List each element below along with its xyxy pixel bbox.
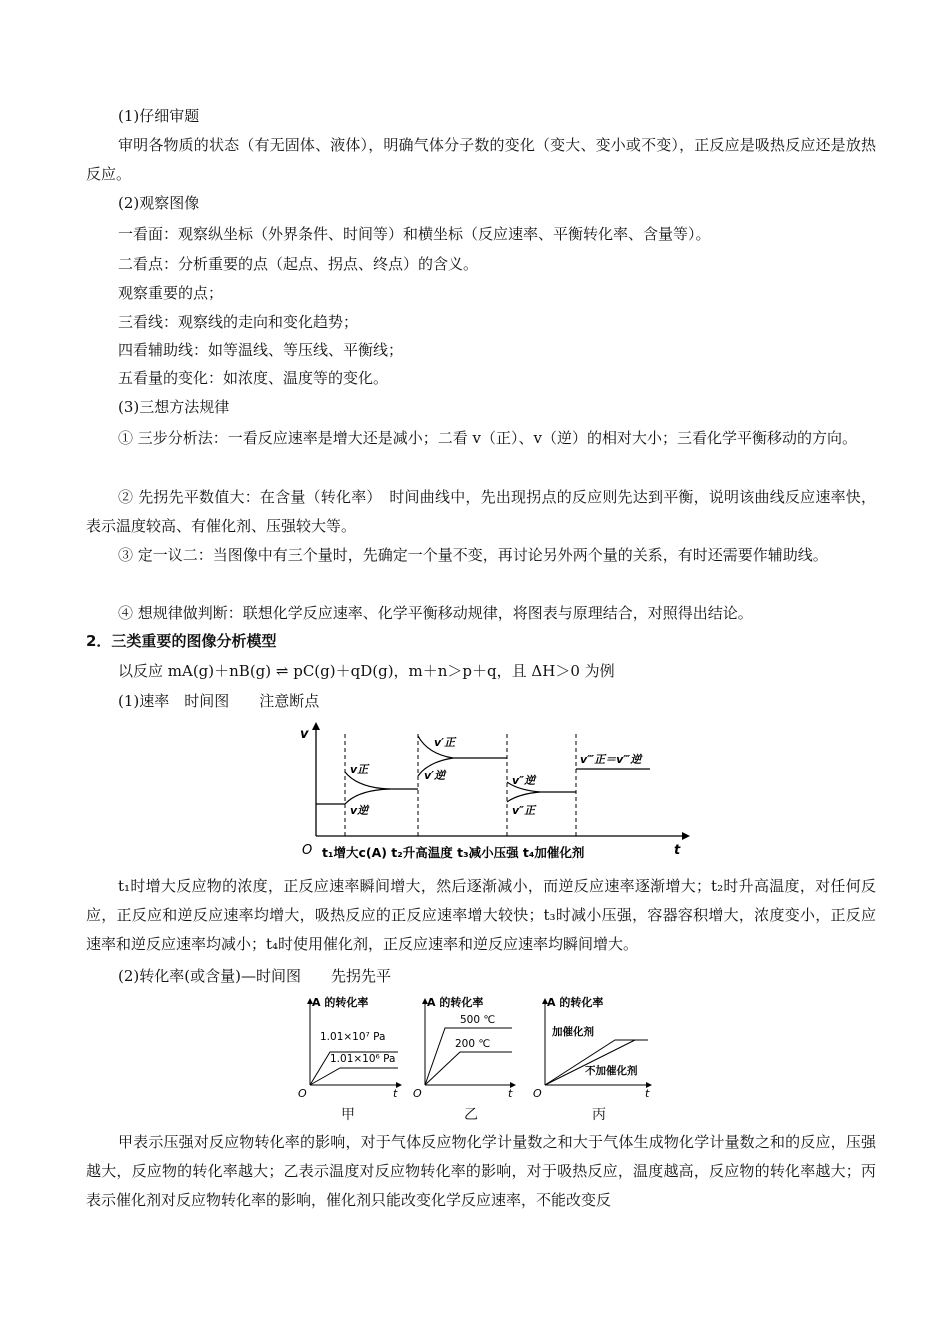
paragraph-method-2: ② 先拐先平数值大：在含量（转化率） 时间曲线中，先出现拐点的反应则先达到平衡，说明该曲线反应速率快，表示温度较高、有催化剂、压强较大等。 bbox=[86, 488, 876, 535]
time-point-labels: t₁增大c(A) t₂升高温度 t₃减小压强 t₄加催化剂 bbox=[322, 845, 585, 860]
jia-low-label: 1.01×10⁶ Pa bbox=[330, 1053, 396, 1065]
jia-low-pressure-line bbox=[310, 1068, 398, 1085]
section-heading-models: 2．三类重要的图像分析模型 bbox=[86, 632, 277, 650]
rate-time-figure bbox=[290, 718, 690, 868]
v-reverse-label: v逆 bbox=[350, 804, 369, 817]
heading-three-methods: (3)三想方法规律 bbox=[118, 398, 230, 416]
caption-jia: 甲 bbox=[341, 1107, 355, 1123]
bing-no-catalyst-label: 不加催化剂 bbox=[585, 1065, 638, 1077]
heading-rate-time: (1)速率 时间图 注意断点 bbox=[118, 692, 320, 710]
v-forward-curve-3 bbox=[507, 792, 540, 802]
paragraph-states: 审明各物质的状态（有无固体、液体），明确气体分子数的变化（变大、变小或不变），正反应是吸热反应还是放热反应。 bbox=[86, 136, 876, 183]
y-axis-arrow bbox=[312, 722, 320, 730]
y-axis-label: v bbox=[300, 727, 309, 742]
origin-label: O bbox=[302, 843, 313, 858]
jia-origin: O bbox=[298, 1087, 307, 1100]
jia-y-label: A 的转化率 bbox=[312, 996, 369, 1009]
line-see-points: 二看点：分析重要的点（起点、拐点、终点）的含义。 bbox=[118, 255, 479, 273]
heading-conversion-time: (2)转化率(或含量)—时间图 先拐先平 bbox=[118, 967, 391, 985]
line-quantity-change: 五看量的变化：如浓度、温度等的变化。 bbox=[118, 369, 389, 387]
heading-careful-reading: (1)仔细审题 bbox=[118, 107, 200, 125]
heading-observe-graph: (2)观察图像 bbox=[118, 194, 200, 212]
bing-catalyst-line bbox=[545, 1040, 648, 1085]
paragraph-method-4: ④ 想规律做判断：联想化学反应速率、化学平衡移动规律，将图表与原理结合，对照得出结论。 bbox=[118, 604, 753, 622]
paragraph-method-3: ③ 定一议二：当图像中有三个量时，先确定一个量不变，再讨论另外两个量的关系，有时还需要作辅助线。 bbox=[118, 546, 828, 564]
v3-equal-label: v‴正＝v‴逆 bbox=[580, 753, 642, 766]
bing-t-label: t bbox=[645, 1087, 650, 1100]
line-reaction-example: 以反应 mA(g)＋nB(g) ⇌ pC(g)＋qD(g)，m＋n＞p＋q，且 ΔH＞0 为例 bbox=[118, 662, 615, 680]
yi-500c-line bbox=[425, 1028, 512, 1085]
paragraph-method-1: ① 三步分析法：一看反应速率是增大还是减小；二看 v（正）、v（逆）的相对大小；三看化学平衡移动的方向。 bbox=[118, 429, 857, 447]
yi-200c-label: 200 ℃ bbox=[455, 1038, 491, 1050]
line-see-plane: 一看面：观察纵坐标（外界条件、时间等）和横坐标（反应速率、平衡转化率、含量等）。 bbox=[118, 225, 711, 243]
jia-high-label: 1.01×10⁷ Pa bbox=[320, 1031, 386, 1043]
yi-200c-line bbox=[425, 1052, 512, 1085]
line-observe-points: 观察重要的点； bbox=[118, 284, 224, 302]
graph-bing bbox=[533, 995, 652, 1100]
line-see-lines: 三看线：观察线的走向和变化趋势； bbox=[118, 313, 359, 331]
paragraph-rate-explanation: t₁时增大反应物的浓度，正反应速率瞬间增大，然后逐渐减小，而逆反应速率逐渐增大；t₂时升高温度，对任何反应，正反应和逆反应速率均增大，吸热反应的正反应速率增大较快；t₃时减小压强，容器容积增大，浓度变小，正反应速率和逆反应速率均减小；t₄时使用催化剂，正反应速率和逆反应速率均瞬间增大。 bbox=[86, 877, 876, 953]
graph-jia bbox=[298, 995, 402, 1100]
conversion-time-figures bbox=[290, 990, 670, 1100]
v-reverse-curve-1 bbox=[345, 789, 390, 804]
x-axis-arrow bbox=[682, 832, 690, 840]
bing-origin: O bbox=[533, 1087, 542, 1100]
yi-origin: O bbox=[413, 1087, 422, 1100]
v2-forward-label: v″正 bbox=[512, 804, 536, 817]
caption-yi: 乙 bbox=[464, 1107, 478, 1123]
bing-catalyst-label: 加催化剂 bbox=[552, 1026, 594, 1038]
v1-forward-label: v′正 bbox=[434, 736, 456, 749]
v2-reverse-label: v″逆 bbox=[512, 774, 536, 787]
caption-bing: 丙 bbox=[592, 1107, 606, 1123]
v-forward-label: v正 bbox=[350, 763, 369, 776]
yi-y-label: A 的转化率 bbox=[427, 996, 484, 1009]
yi-t-label: t bbox=[508, 1087, 513, 1100]
v1-reverse-label: v′逆 bbox=[424, 769, 446, 782]
line-aux-lines: 四看辅助线：如等温线、等压线、平衡线； bbox=[118, 341, 404, 359]
paragraph-conversion-explanation: 甲表示压强对反应物转化率的影响，对于气体反应物化学计量数之和大于气体生成物化学计量数之和的反应，压强越大，反应物的转化率越大；乙表示温度对反应物转化率的影响，对于吸热反应，温度越高，反应物的转化率越大；丙表示催化剂对反应物转化率的影响，催化剂只能改变化学反应速率，不能改变反 bbox=[86, 1133, 876, 1209]
x-axis-label: t bbox=[674, 843, 681, 858]
jia-t-label: t bbox=[393, 1087, 398, 1100]
yi-500c-label: 500 ℃ bbox=[460, 1014, 496, 1026]
bing-no-catalyst-line bbox=[545, 1040, 635, 1085]
graph-yi bbox=[413, 995, 516, 1100]
bing-y-label: A 的转化率 bbox=[547, 996, 604, 1009]
